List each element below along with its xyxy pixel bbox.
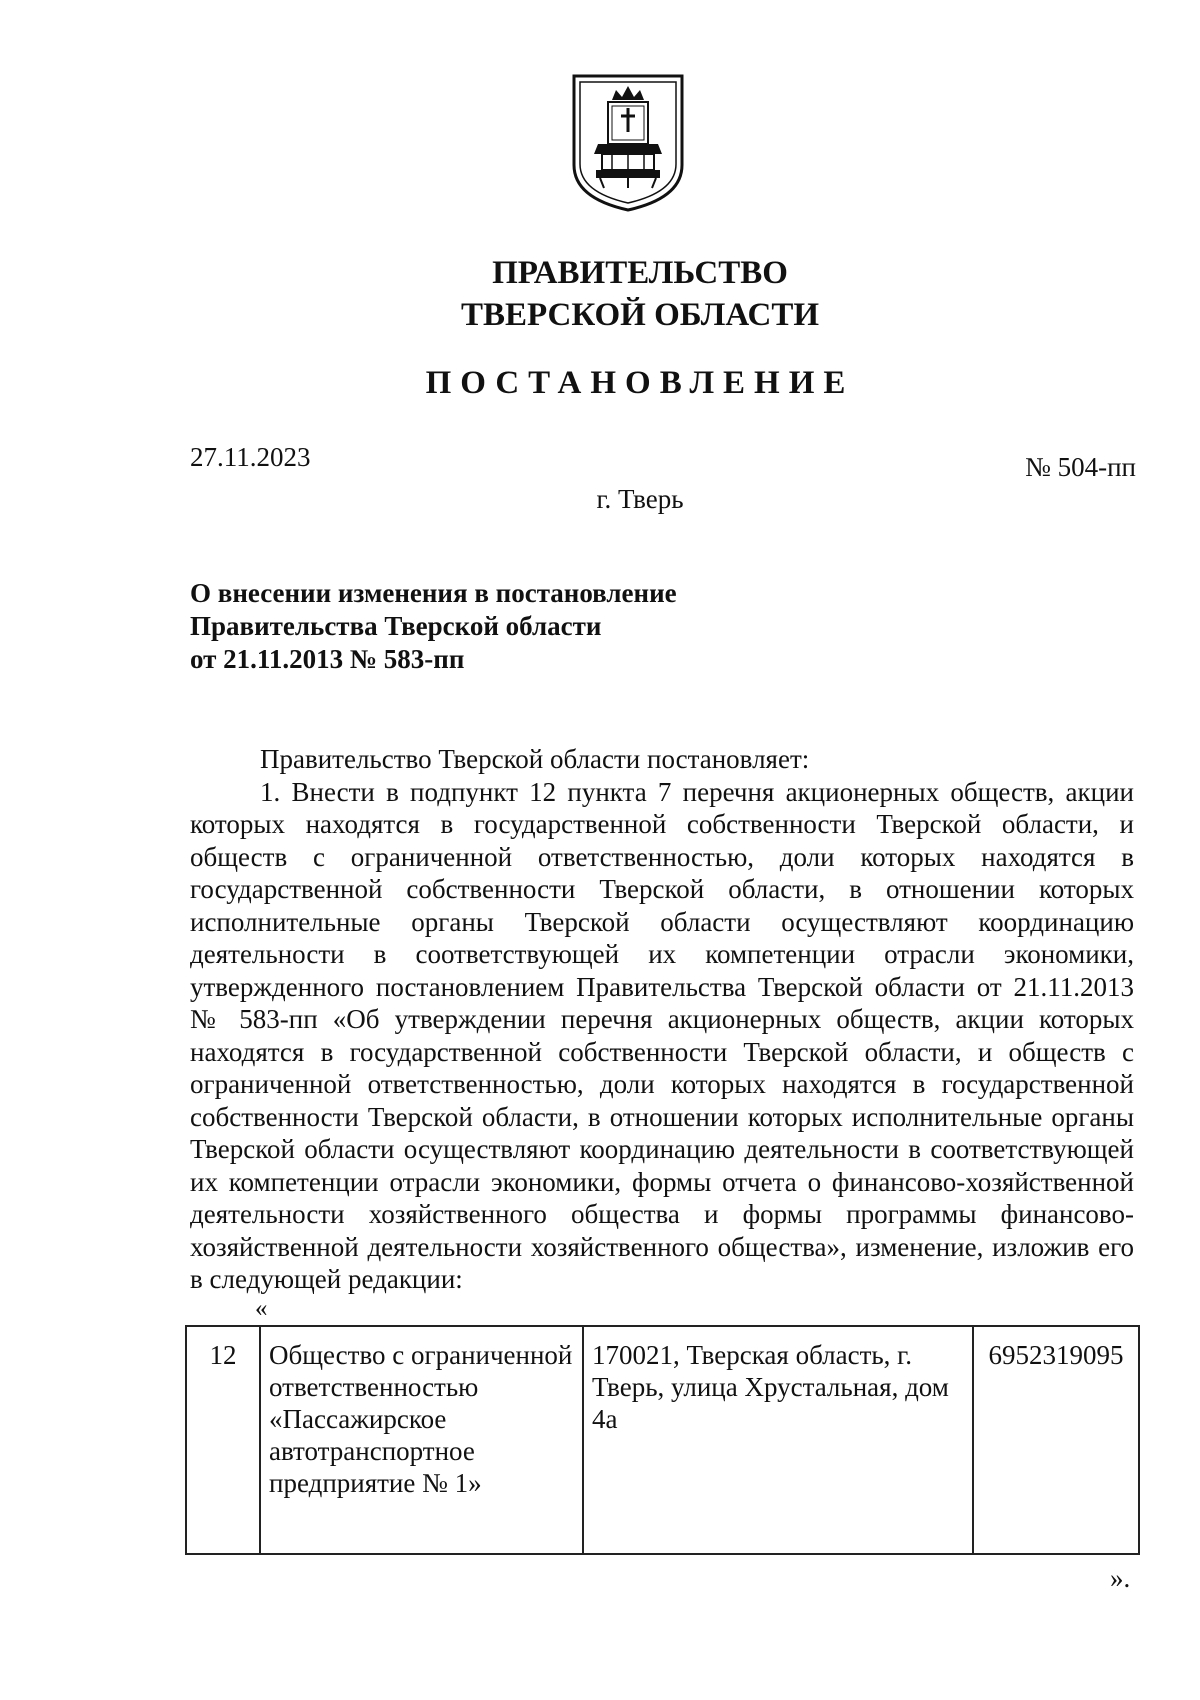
entry-table (185, 1325, 1140, 1555)
document-type: ПОСТАНОВЛЕНИЕ (425, 365, 855, 401)
quote-close-mark: ». (1110, 1563, 1131, 1593)
quote-open-mark: « (255, 1295, 268, 1322)
coat-of-arms-icon (568, 70, 688, 215)
org-title-line2: ТВЕРСКОЙ ОБЛАСТИ (460, 297, 820, 333)
document-body (190, 743, 1134, 1296)
subject-line2: Правительства Тверской области (190, 611, 602, 641)
document-city: г. Тверь (596, 484, 684, 514)
body-paragraph-1: 1. Внести в подпункт 12 пункта 7 перечня акционерных обществ, акции которых находятся в государственной собственности Тверской области, и обществ с ограниченной ответственностью, доли которых находятся в государственной собственности Тверской области, в отношении которых исполнительные органы Тверской области осуществляют координацию деятельности в соответствующей их компетенции отрасли экономики, утвержденного постановлением Правительства Тверской области от 21.11.2013 № 583-пп «Об утверждении перечня акционерных обществ, акции которых находятся в государственной собственности Тверской области, и обществ с ограниченной ответственностью, доли которых находятся в государственной собственности Тверской области, в отношении которых исполнительные органы Тверской области осуществляют координацию деятельности в соответствующей их компетенции отрасли экономики, формы отчета о финансово-хозяйственной деятельности хозяйственного общества и формы программы финансово-хозяйственной деятельности хозяйственного общества», изменение, изложив его в следующей редакции: (190, 776, 1134, 1294)
subject-line3: от 21.11.2013 № 583-пп (190, 644, 465, 674)
company-address-cell: 170021, Тверская область, г. Тверь, улица Хрустальная, дом 4а (583, 1326, 973, 1554)
company-name-cell: Общество с ограниченной ответственностью «Пассажирское автотранспортное предприятие № 1» (260, 1326, 583, 1554)
document-date: 27.11.2023 (190, 442, 311, 472)
document-number: № 504-пп (1025, 452, 1136, 482)
document-subject (190, 577, 890, 676)
body-intro: Правительство Тверской области постановляет: (260, 744, 810, 774)
table-row (186, 1326, 1139, 1554)
subject-line1: О внесении изменения в постановление (190, 578, 677, 608)
org-title-line1: ПРАВИТЕЛЬСТВО (492, 255, 788, 291)
row-number-cell: 12 (186, 1326, 260, 1554)
company-inn-cell: 6952319095 (973, 1326, 1139, 1554)
